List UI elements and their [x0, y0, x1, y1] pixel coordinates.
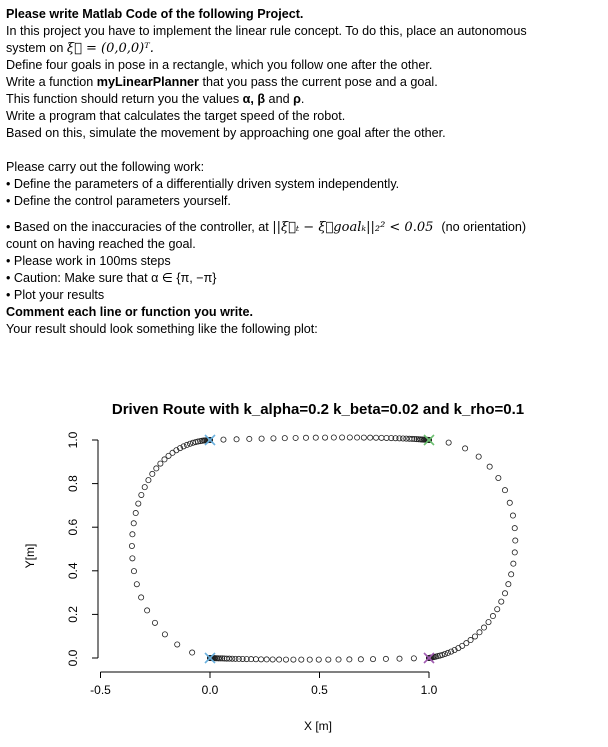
return-and: and	[265, 92, 294, 106]
system-line	[6, 40, 602, 57]
route-point	[259, 436, 264, 441]
route-point	[154, 466, 159, 471]
route-point	[481, 625, 486, 630]
route-point	[513, 538, 518, 543]
route-point	[316, 657, 321, 662]
axes	[66, 431, 437, 697]
work-bullet-2: • Define the control parameters yourself.	[6, 193, 602, 210]
goals-line: Define four goals in pose in a rectangle, which you follow one after the other.	[6, 58, 433, 72]
route-point	[258, 657, 263, 662]
route-point	[460, 643, 465, 648]
route-point	[339, 435, 344, 440]
route-point	[462, 446, 467, 451]
route-point	[358, 657, 363, 662]
route-point	[190, 650, 195, 655]
return-pre: This function should return you the values	[6, 92, 243, 106]
route-point	[336, 657, 341, 662]
route-point	[322, 435, 327, 440]
system-on-text: system on	[6, 41, 64, 55]
route-point	[307, 657, 312, 662]
y-tick-label: 0.8	[66, 475, 81, 492]
return-rho: ρ	[293, 92, 301, 106]
route-point	[271, 436, 276, 441]
function-post: that you pass the current pose and a goal.	[198, 75, 438, 89]
work-intro: Please carry out the following work:	[6, 160, 205, 174]
route-point	[130, 532, 135, 537]
task-intro: In this project you have to implement the linear rule concept. To do this, place an autonomous	[6, 24, 527, 38]
route-point	[247, 436, 252, 441]
route-point	[499, 599, 504, 604]
bullet3-note: (no orientation)	[441, 220, 527, 234]
y-tick-label: 1.0	[66, 431, 81, 449]
chart-title: Driven Route with k_alpha=0.2 k_beta=0.02 and k_rho=0.1	[111, 401, 525, 418]
route-point	[510, 513, 515, 518]
route-point	[129, 543, 134, 548]
simulate-line: Based on this, simulate the movement by approaching one goal after the other.	[6, 126, 446, 140]
route-point	[142, 485, 147, 490]
route-point	[509, 572, 514, 577]
bullet3-text: Based on the inaccuracies of the controller, at	[13, 220, 269, 234]
route-point	[373, 435, 378, 440]
route-point	[487, 464, 492, 469]
work-bullet-4: • Please work in 100ms steps	[6, 253, 602, 270]
route-point	[130, 556, 135, 561]
route-point	[477, 630, 482, 635]
route-point	[150, 471, 155, 476]
route-point	[512, 526, 517, 531]
route-point	[136, 501, 141, 506]
return-values: α, β	[242, 92, 266, 106]
x-tick-label: 0.5	[311, 683, 328, 697]
route-point	[511, 561, 516, 566]
route-point	[446, 440, 451, 445]
route-point	[131, 569, 136, 574]
route-chart	[0, 392, 608, 747]
route-point	[347, 657, 352, 662]
route-markers	[129, 435, 518, 662]
function-pre: Write a function	[6, 75, 97, 89]
route-point	[152, 620, 157, 625]
y-tick-label: 0.6	[66, 518, 81, 536]
route-point	[291, 657, 296, 662]
route-point	[361, 435, 366, 440]
route-point	[368, 435, 373, 440]
work-bullet-3: • Based on the inaccuracies of the controller, at ||ξ⃗ₜ − ξ⃗goalₖ||₂² < 0.05 (no orientation)	[6, 220, 527, 235]
route-point	[486, 620, 491, 625]
route-point	[445, 650, 450, 655]
route-point	[502, 488, 507, 493]
y-tick-label: 0.0	[66, 649, 81, 667]
route-point	[495, 607, 500, 612]
function-name: myLinearPlanner	[96, 75, 199, 89]
route-point	[326, 657, 331, 662]
x-tick-label: 0.0	[201, 683, 219, 697]
return-line	[6, 91, 602, 108]
route-point	[158, 461, 163, 466]
route-point	[354, 435, 359, 440]
route-point	[264, 657, 269, 662]
x-axis-label: X [m]	[303, 719, 333, 733]
y-tick-label: 0.2	[66, 606, 81, 623]
target-speed-line: Write a program that calculates the target speed of the robot.	[6, 109, 346, 123]
route-point	[490, 613, 495, 618]
route-point	[133, 510, 138, 515]
route-point	[299, 657, 304, 662]
route-point	[146, 478, 151, 483]
route-point	[347, 435, 352, 440]
comment-line: Comment each line or function you write.	[6, 305, 254, 319]
route-point	[234, 437, 239, 442]
route-point	[170, 450, 175, 455]
bullet3-formula: ||ξ⃗ₜ − ξ⃗goalₖ||₂² < 0.05	[272, 220, 434, 235]
route-point	[283, 657, 288, 662]
result-line: Your result should look something like the following plot:	[6, 322, 318, 336]
y-axis-label: Y[m]	[23, 543, 37, 569]
route-point	[313, 435, 318, 440]
route-point	[134, 582, 139, 587]
route-point	[139, 595, 144, 600]
task-document	[6, 6, 602, 338]
x-tick-label: -0.5	[90, 683, 111, 697]
route-point	[476, 454, 481, 459]
task-heading: Please write Matlab Code of the following Project.	[6, 7, 304, 21]
route-point	[512, 550, 517, 555]
route-point	[276, 657, 281, 662]
route-point	[370, 657, 375, 662]
route-point	[175, 642, 180, 647]
route-point	[270, 657, 275, 662]
route-point	[506, 582, 511, 587]
route-point	[379, 435, 384, 440]
route-point	[397, 656, 402, 661]
route-point	[331, 435, 336, 440]
y-tick-label: 0.4	[66, 562, 81, 580]
goal-markers	[205, 435, 434, 663]
route-point	[139, 492, 144, 497]
route-point	[502, 591, 507, 596]
route-point	[507, 500, 512, 505]
route-point	[293, 435, 298, 440]
route-point	[162, 632, 167, 637]
function-line	[6, 74, 602, 91]
route-point	[221, 437, 226, 442]
bullet3-continuation: count on having reached the goal.	[6, 237, 196, 251]
route-point	[472, 634, 477, 639]
route-point	[282, 436, 287, 441]
route-point	[411, 656, 416, 661]
route-point	[145, 608, 150, 613]
work-bullet-5: • Caution: Make sure that α ∈ {π, −π}	[6, 270, 602, 287]
x-tick-label: 1.0	[420, 683, 438, 697]
route-point	[303, 435, 308, 440]
work-bullet-6: • Plot your results	[6, 287, 602, 304]
route-point	[496, 475, 501, 480]
system-formula: ξ⃗ = (0,0,0)ᵀ.	[66, 41, 154, 56]
route-point	[383, 656, 388, 661]
route-point	[184, 442, 189, 447]
route-point	[131, 521, 136, 526]
return-end: .	[300, 92, 305, 106]
work-bullet-1: • Define the parameters of a differentially driven system independently.	[6, 176, 602, 193]
